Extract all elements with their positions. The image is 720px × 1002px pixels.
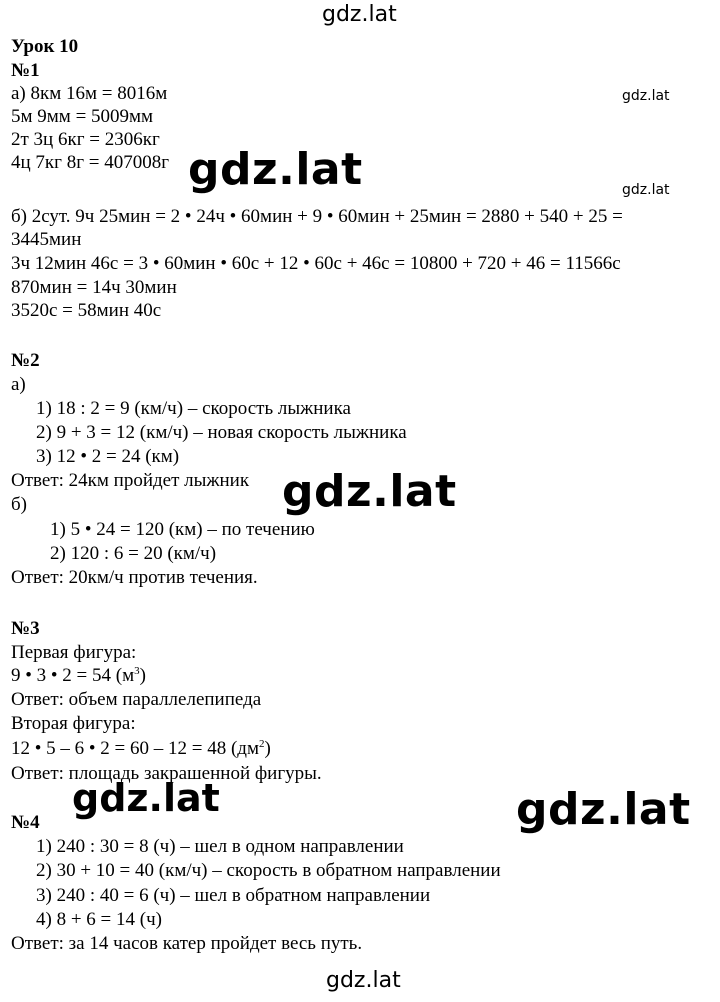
task2-a-answer: Ответ: 24км пройдет лыжник: [11, 470, 250, 491]
task1-b-line: 3520с = 58мин 40с: [11, 300, 162, 321]
task3-fig1-expression: [11, 665, 146, 687]
task2-heading: №2: [11, 350, 40, 371]
task4-answer: Ответ: за 14 часов катер пройдет весь путь.: [11, 933, 363, 954]
task1-b-line: б) 2сут. 9ч 25мин = 2 • 24ч • 60мин + 9 • 60мин + 25мин = 2880 + 540 + 25 =: [11, 206, 623, 227]
watermark-small-right-1: gdz.lat: [622, 88, 670, 104]
watermark-large-2: gdz.lat: [282, 466, 457, 517]
task3-fig2-label: Вторая фигура:: [11, 713, 136, 734]
task3-fig2-exponent: 2: [259, 738, 265, 750]
task1-a-line: 5м 9мм = 5009мм: [11, 106, 154, 127]
task3-fig2-expression: [11, 738, 271, 760]
task2-b-step: 1) 5 • 24 = 120 (км) – по течению: [50, 519, 315, 540]
task2-a-label: а): [11, 374, 26, 395]
watermark-large-1: gdz.lat: [188, 144, 363, 195]
task2-b-step: 2) 120 : 6 = 20 (км/ч): [50, 543, 217, 564]
task1-a-line: 4ц 7кг 8г = 407008г: [11, 152, 169, 173]
task3-fig1-exponent: 3: [134, 665, 140, 677]
task1-heading: №1: [11, 60, 40, 81]
watermark-top: gdz.lat: [322, 2, 397, 27]
watermark-medium-left: gdz.lat: [72, 776, 220, 820]
task1-a-line: а) 8км 16м = 8016м: [11, 83, 168, 104]
watermark-large-right: gdz.lat: [516, 784, 691, 835]
task1-b-line: 3445мин: [11, 229, 82, 250]
task1-a-line: 2т 3ц 6кг = 2306кг: [11, 129, 160, 150]
task2-b-answer: Ответ: 20км/ч против течения.: [11, 567, 258, 588]
task3-fig2-close: ): [264, 738, 271, 759]
task2-a-step: 2) 9 + 3 = 12 (км/ч) – новая скорость лыжника: [36, 422, 407, 443]
task3-fig1-close: ): [139, 665, 146, 686]
task4-heading: №4: [11, 812, 40, 833]
watermark-small-right-2: gdz.lat: [622, 182, 670, 198]
task1-b-line: 3ч 12мин 46с = 3 • 60мин • 60с + 12 • 60с + 46с = 10800 + 720 + 46 = 11566с: [11, 253, 621, 274]
lesson-title: Урок 10: [11, 36, 79, 57]
task3-fig1-label: Первая фигура:: [11, 642, 137, 663]
task4-step: 4) 8 + 6 = 14 (ч): [36, 909, 162, 930]
task4-step: 1) 240 : 30 = 8 (ч) – шел в одном направлении: [36, 836, 404, 857]
task2-a-step: 1) 18 : 2 = 9 (км/ч) – скорость лыжника: [36, 398, 351, 419]
task3-heading: №3: [11, 618, 40, 639]
task3-fig2-answer: Ответ: площадь закрашенной фигуры.: [11, 763, 322, 784]
task3-fig2-expr: 12 • 5 – 6 • 2 = 60 – 12 = 48 (дм: [11, 738, 260, 759]
task4-step: 2) 30 + 10 = 40 (км/ч) – скорость в обратном направлении: [36, 860, 501, 881]
task3-fig1-expr: 9 • 3 • 2 = 54 (м: [11, 665, 135, 686]
task4-step: 3) 240 : 40 = 6 (ч) – шел в обратном направлении: [36, 885, 431, 906]
watermark-bottom: gdz.lat: [326, 968, 401, 993]
task2-b-label: б): [11, 494, 27, 515]
task3-fig1-answer: Ответ: объем параллелепипеда: [11, 689, 262, 710]
task2-a-step: 3) 12 • 2 = 24 (км): [36, 446, 180, 467]
task1-b-line: 870мин = 14ч 30мин: [11, 277, 177, 298]
